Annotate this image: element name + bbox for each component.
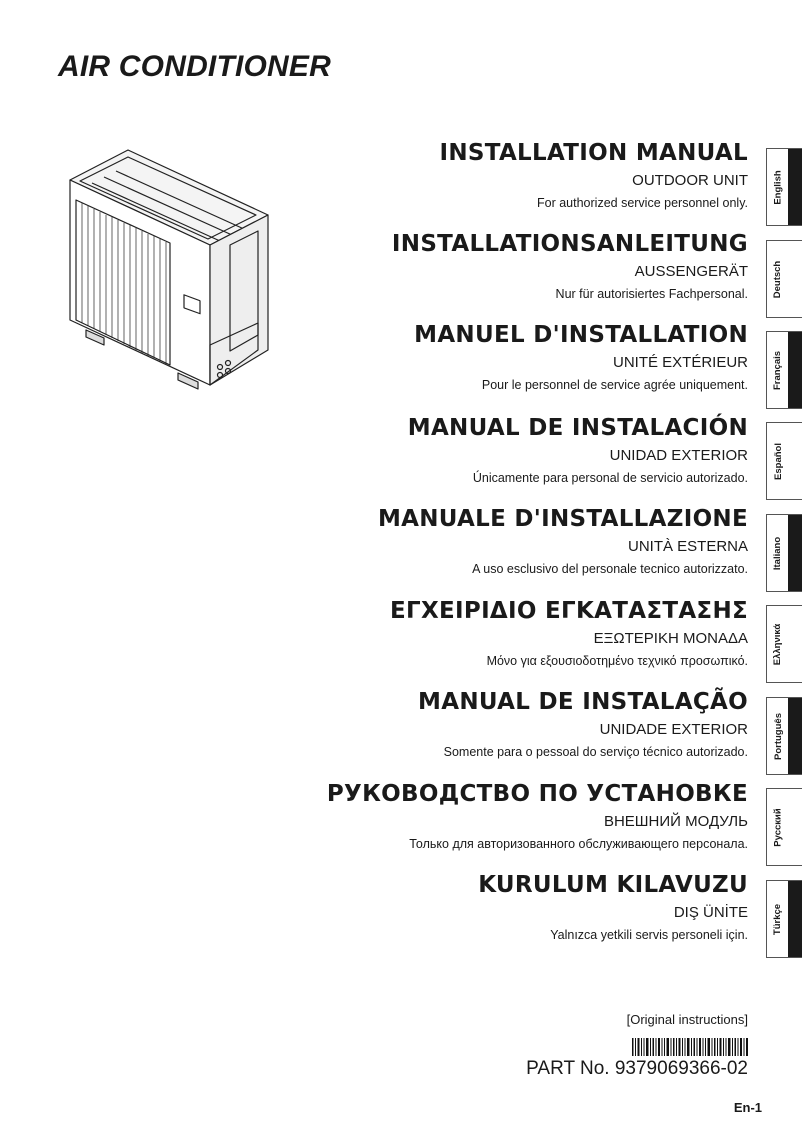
manual-title: INSTALLATIONSANLEITUNG bbox=[391, 231, 748, 257]
manual-de bbox=[308, 229, 748, 303]
manual-audience: A uso esclusivo del personale tecnico autorizzato. bbox=[472, 562, 748, 576]
manual-title: MANUAL DE INSTALACIÓN bbox=[407, 415, 748, 441]
manual-subtitle: UNIDAD EXTERIOR bbox=[609, 447, 748, 464]
language-tab-italiano[interactable] bbox=[766, 514, 802, 592]
language-tab-english[interactable] bbox=[766, 148, 802, 226]
tab-label: Deutsch bbox=[772, 260, 784, 298]
tab-label: Ελληνικά bbox=[772, 623, 784, 665]
manual-audience: Somente para o pessoal do serviço técnico autorizado. bbox=[443, 745, 748, 759]
manual-subtitle: AUSSENGERÄT bbox=[634, 263, 748, 280]
manual-title: KURULUM KILAVUZU bbox=[478, 872, 748, 898]
tab-label: Español bbox=[772, 442, 784, 480]
manual-pt bbox=[308, 687, 748, 761]
manual-title: РУКОВОДСТВО ПО УСТАНОВКЕ bbox=[326, 781, 748, 807]
tab-label: English bbox=[772, 169, 784, 205]
page-number: En-1 bbox=[733, 1100, 762, 1115]
manual-fr bbox=[308, 320, 748, 394]
tab-label: Türkçe bbox=[772, 903, 784, 935]
manual-audience: Μόνο για εξουσιοδοτημένο τεχνικό προσωπικό. bbox=[486, 654, 748, 668]
language-tab-russkiy[interactable] bbox=[766, 788, 802, 866]
manual-subtitle: DIŞ ÜNİTE bbox=[673, 904, 748, 921]
tab-label: Русский bbox=[772, 807, 784, 847]
manual-en bbox=[308, 138, 748, 212]
manual-title: ΕΓΧΕΙΡΙΔΙΟ ΕΓΚΑΤΑΣΤΑΣΗΣ bbox=[390, 598, 748, 624]
language-tab-deutsch[interactable] bbox=[766, 240, 802, 318]
language-tab-ellinika[interactable] bbox=[766, 605, 802, 683]
language-tab-portugues[interactable] bbox=[766, 697, 802, 775]
manual-subtitle: UNITÀ ESTERNA bbox=[627, 538, 748, 555]
language-tab-francais[interactable] bbox=[766, 331, 802, 409]
manual-subtitle: OUTDOOR UNIT bbox=[632, 172, 748, 189]
tab-label: Français bbox=[772, 350, 784, 390]
manual-subtitle: UNIDADE EXTERIOR bbox=[599, 721, 748, 738]
manual-audience: For authorized service personnel only. bbox=[537, 196, 748, 210]
manual-tr bbox=[308, 870, 748, 944]
manual-es bbox=[308, 413, 748, 487]
manual-ru bbox=[308, 779, 748, 853]
language-tab-espanol[interactable] bbox=[766, 422, 802, 500]
tab-label: Português bbox=[772, 712, 784, 760]
manual-el bbox=[308, 596, 748, 670]
outdoor-unit-icon bbox=[58, 145, 278, 415]
manual-title: INSTALLATION MANUAL bbox=[439, 140, 748, 166]
original-instructions: [Original instructions] bbox=[626, 1012, 748, 1027]
manual-audience: Nur für autorisiertes Fachpersonal. bbox=[555, 287, 748, 301]
manual-it bbox=[308, 504, 748, 578]
manual-audience: Pour le personnel de service agrée uniquement. bbox=[481, 378, 748, 392]
manual-title: MANUAL DE INSTALAÇÃO bbox=[418, 689, 748, 715]
language-tab-turkce[interactable] bbox=[766, 880, 802, 958]
manual-audience: Только для авторизованного обслуживающего персонала. bbox=[409, 837, 748, 851]
manual-subtitle: UNITÉ EXTÉRIEUR bbox=[612, 354, 748, 371]
manual-audience: Únicamente para personal de servicio autorizado. bbox=[472, 471, 748, 485]
manual-title: MANUALE D'INSTALLAZIONE bbox=[377, 506, 748, 532]
tab-label: Italiano bbox=[772, 536, 784, 570]
part-number: PART No. 9379069366-02 bbox=[526, 1058, 748, 1079]
manual-title: MANUEL D'INSTALLATION bbox=[414, 322, 748, 348]
manual-audience: Yalnızca yetkili servis personeli için. bbox=[550, 928, 748, 942]
manual-subtitle: ВНЕШНИЙ МОДУЛЬ bbox=[603, 813, 748, 830]
manual-subtitle: ΕΞΩΤΕΡΙΚΗ ΜΟΝΑΔΑ bbox=[593, 630, 748, 647]
document-title: AIR CONDITIONER bbox=[58, 50, 331, 83]
barcode-icon bbox=[632, 1038, 748, 1056]
